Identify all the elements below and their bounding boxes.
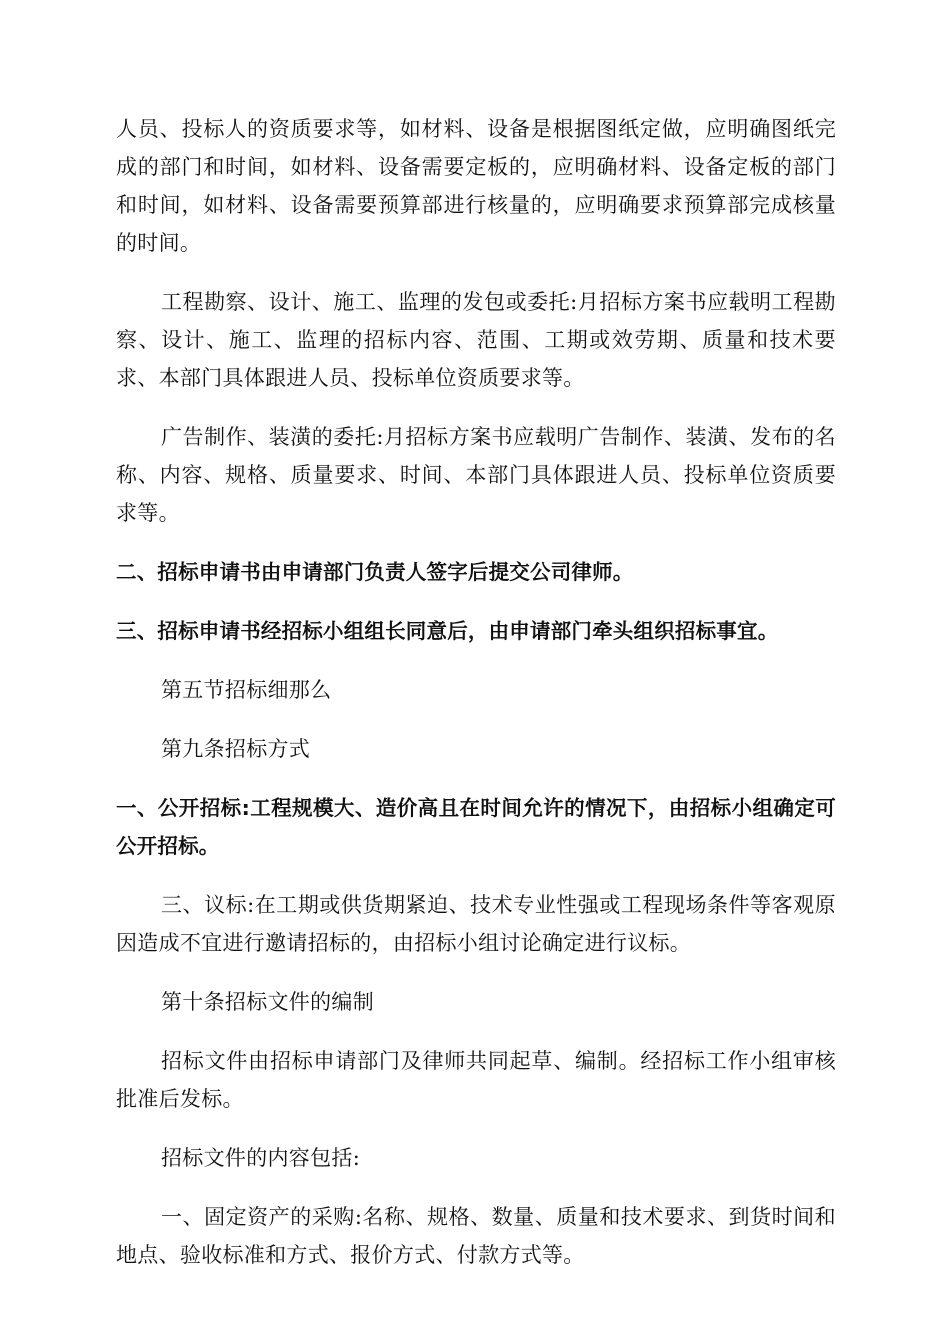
document-page bbox=[116, 110, 836, 1295]
paragraph-advertising: 广告制作、装潢的委托:月招标方案书应载明广告制作、装潢、发布的名称、内容、规格、质量要求、时间、本部门具体跟进人员、投标单位资质要求等。 bbox=[116, 425, 836, 525]
paragraph-negotiated-tender: 三、议标:在工期或供货期紧迫、技术专业性强或工程现场条件等客观原因造成不宜进行邀请招标的，由招标小组讨论确定进行议标。 bbox=[116, 893, 836, 955]
paragraph-item-two: 二、招标申请书由申请部门负责人签字后提交公司律师。 bbox=[116, 560, 634, 584]
paragraph-tender-drafting: 招标文件由招标申请部门及律师共同起草、编制。经招标工作小组审核批准后发标。 bbox=[116, 1049, 836, 1111]
paragraph-engineering-contracting: 工程勘察、设计、施工、监理的发包或委托:月招标方案书应载明工程勘察、设计、施工、监理的招标内容、范围、工期或效劳期、质量和技术要求、本部门具体跟进人员、投标单位资质要求等。 bbox=[116, 290, 836, 390]
paragraph-fixed-assets: 一、固定资产的采购:名称、规格、数量、质量和技术要求、到货时间和地点、验收标准和方式、报价方式、付款方式等。 bbox=[116, 1205, 836, 1267]
paragraph-item-three: 三、招标申请书经招标小组组长同意后，由申请部门牵头组织招标事宜。 bbox=[116, 619, 779, 643]
paragraph-tender-contents-intro: 招标文件的内容包括: bbox=[161, 1146, 361, 1170]
article-heading-nine: 第九条招标方式 bbox=[161, 737, 311, 761]
article-heading-ten: 第十条招标文件的编制 bbox=[161, 990, 374, 1014]
section-heading-five: 第五节招标细那么 bbox=[161, 678, 332, 702]
paragraph-continuation: 人员、投标人的资质要求等，如材料、设备是根据图纸定做，应明确图纸完成的部门和时间，如材料、设备需要定板的，应明确材料、设备定板的部门和时间，如材料、设备需要预算部进行核量的，应明确要求预算部完成核量的时间。 bbox=[116, 117, 836, 255]
paragraph-public-tender: 一、公开招标:工程规模大、造价高且在时间允许的情况下，由招标小组确定可公开招标。 bbox=[116, 796, 836, 858]
